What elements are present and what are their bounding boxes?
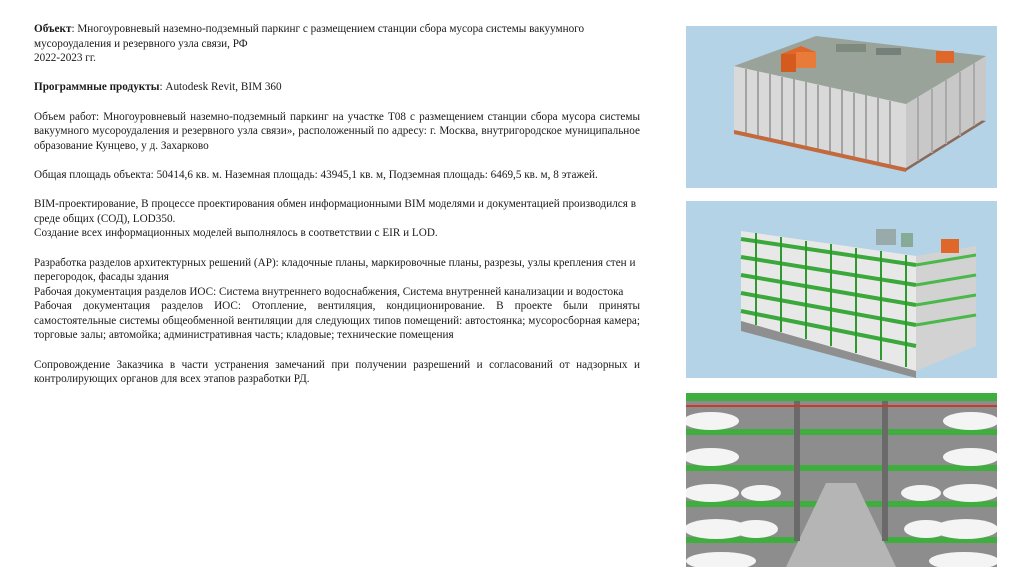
parking-interior-render — [686, 393, 997, 567]
bim-paragraph-2: Создание всех информационных моделей выполнялось в соответствии с EIR и LOD. — [34, 227, 438, 240]
building-section-illustration — [686, 201, 997, 378]
building-section-green-structure-render — [686, 201, 997, 378]
ios-water-paragraph: Рабочая документация разделов ИОС: Система внутреннего водоснабжения, Система внутренней канализации и водостока — [34, 285, 624, 298]
object-text: : Многоуровневый наземно-подземный паркинг с размещением станции сбора мусора системы вакуумного мусороудаления и резервного узла связи, РФ — [34, 23, 585, 50]
bim-paragraph-1: BIM-проектирование, В процессе проектирования обмен информационными BIM моделями и документацией производился в среде общих (СОД), LOD350. — [34, 198, 636, 225]
building-exterior-render — [686, 26, 997, 188]
project-description — [34, 22, 640, 401]
scope-paragraph: Объем работ: Многоуровневый наземно-подземный паркинг на участке Т08 с размещением станции сбора мусора системы вакуумного мусороудаления и резервного узла связи», расположенный по адресу: г. Москва, внутригородское муниципальное образование Кунцево, у д. Захарково — [34, 110, 640, 152]
building-exterior-illustration — [686, 26, 997, 188]
software-label: Программные продукты — [34, 81, 160, 94]
software-paragraph — [34, 80, 640, 95]
area-paragraph: Общая площадь объекта: 50414,6 кв. м. Наземная площадь: 43945,1 кв. м, Подземная площадь: 6469,5 кв. м, 8 этажей. — [34, 168, 598, 181]
parking-interior-illustration — [686, 393, 997, 567]
support-paragraph: Сопровождение Заказчика в части устранения замечаний при получении разрешений и согласований от надзорных и контролирующих органов для всех этапов разработки РД. — [34, 358, 640, 386]
object-label: Объект — [34, 23, 72, 35]
object-years: 2022-2023 гг. — [34, 52, 96, 65]
ar-section-paragraph: Разработка разделов архитектурных решений (АР): кладочные планы, маркировочные планы, разрезы, узлы крепления стен и перегородок, фасады здания — [34, 256, 636, 284]
ios-hvac-paragraph: Рабочая документация разделов ИОС: Отопление, вентиляция, кондиционирование. В проекте были приняты самостоятельные системы общеобменной вентиляции для следующих типов помещений: автостоянка; мусоросборная камера; торговые залы; автомойка; административная часть; кладовые; технические помещения — [34, 300, 640, 342]
software-text: : Autodesk Revit, BIM 360 — [159, 81, 282, 94]
object-paragraph — [34, 22, 640, 51]
